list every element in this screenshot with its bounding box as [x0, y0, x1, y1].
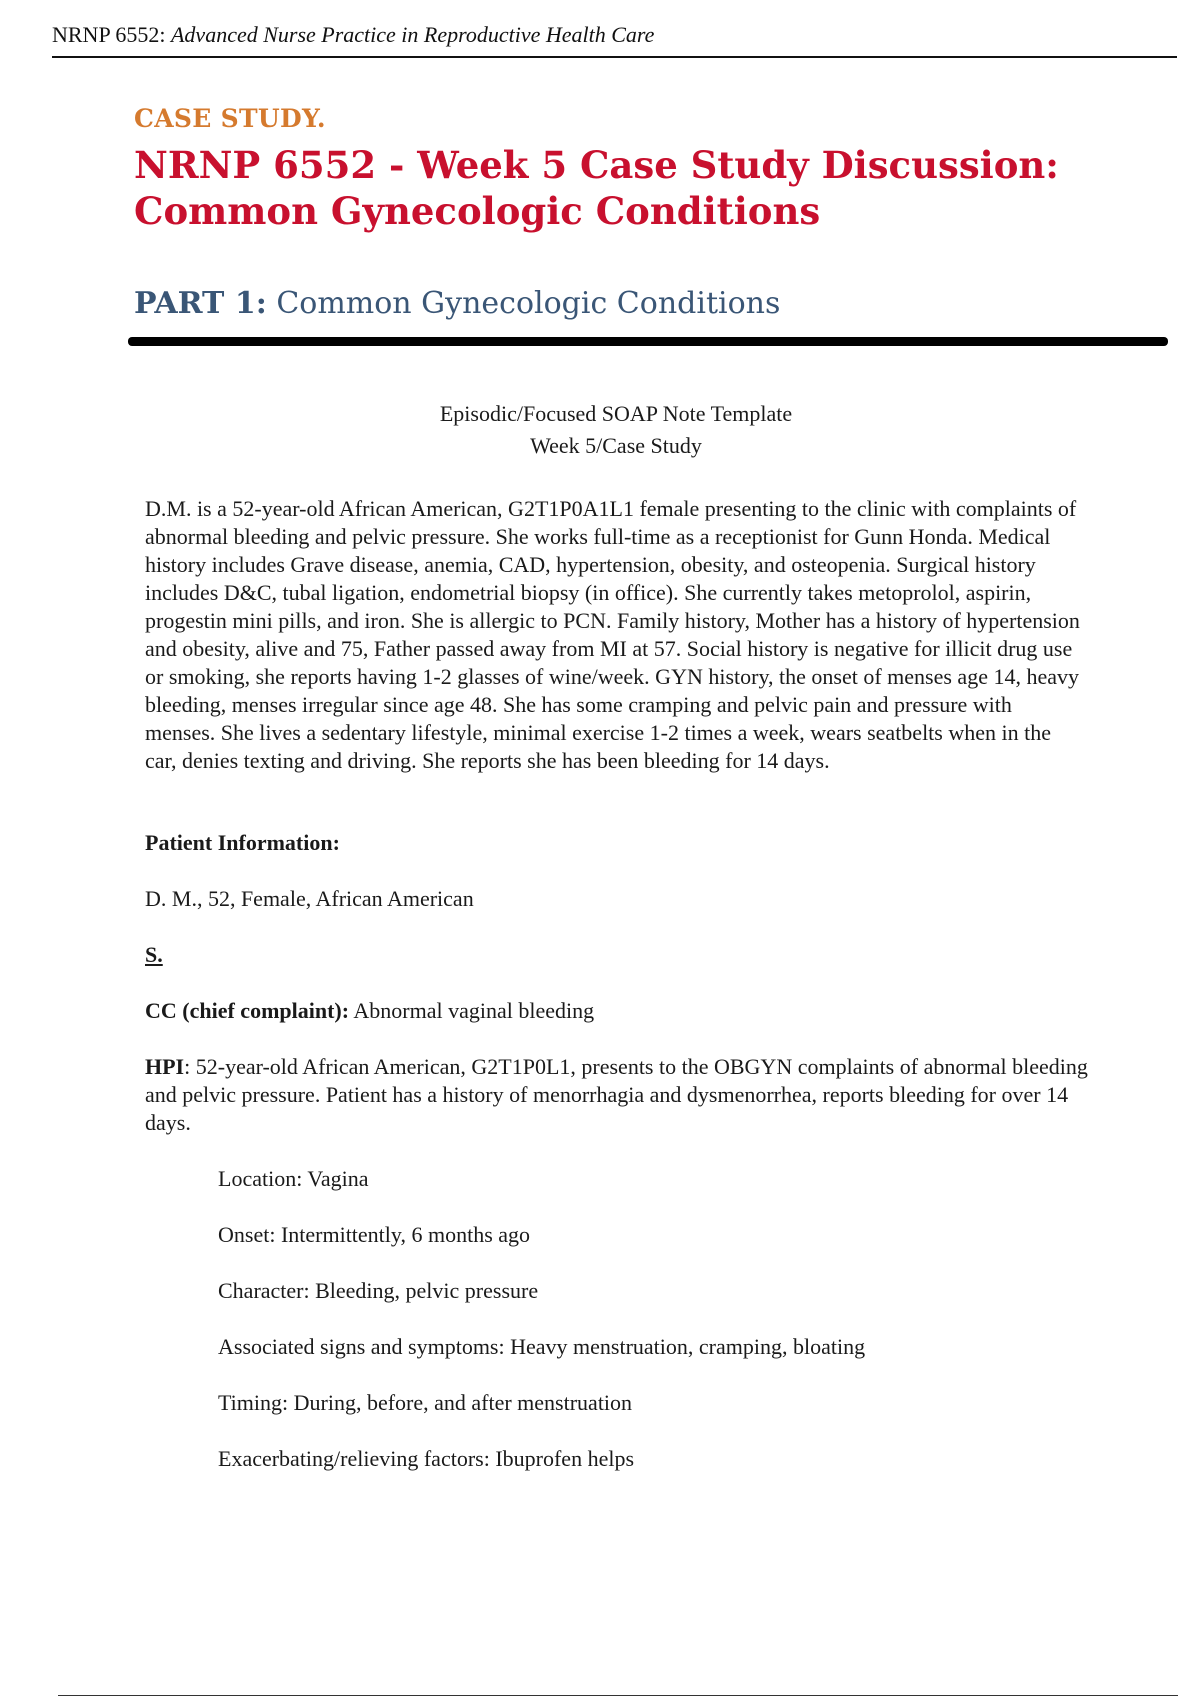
template-title — [0, 398, 1200, 462]
hpi-associated-symptoms: Associated signs and symptoms: Heavy menstruation, cramping, bloating — [218, 1334, 866, 1359]
template-title-line-2: Week 5/Case Study — [530, 433, 702, 458]
running-header — [52, 22, 654, 48]
cc-value: Abnormal vaginal bleeding — [353, 998, 595, 1023]
patient-info-heading: Patient Information: — [145, 830, 340, 855]
hpi-factors: Exacerbating/relieving factors: Ibuprofen helps — [218, 1446, 635, 1471]
chief-complaint — [145, 997, 594, 1025]
hpi-timing: Timing: During, before, and after menstruation — [218, 1390, 633, 1415]
part-label: PART 1: — [134, 286, 267, 321]
document-title — [134, 142, 1134, 234]
cc-label: CC (chief complaint): — [145, 998, 350, 1023]
case-description: D.M. is a 52-year-old African American, G2T1P0A1L1 female presenting to the clinic with complaints of abnormal bleeding and pelvic pressure. She works full-time as a receptionist for Gunn Honda. Medical history includes Grave disease, anemia, CAD, hypertension, obesity, and osteopenia. Surgical history includes D&C, tubal ligation, endometrial biopsy (in office). She currently takes metoprolol, aspirin, progestin mini pills, and iron. She is allergic to PCN. Family history, Mother has a history of hypertension and obesity, alive and 75, Father passed away from MI at 57. Social history is negative for illicit drug use or smoking, she reports having 1-2 glasses of wine/week. GYN history, the onset of menses age 14, heavy bleeding, menses irregular since age 48. She has some cramping and pelvic pain and pressure with menses. She lives a sedentary lifestyle, minimal exercise 1-2 times a week, wears seatbelts when in the car, denies texting and driving. She reports she has been bleeding for 14 days. — [145, 496, 1080, 773]
hpi-character: Character: Bleeding, pelvic pressure — [218, 1278, 539, 1303]
document-title-line-2: Common Gynecologic Conditions — [134, 189, 821, 233]
template-title-line-1: Episodic/Focused SOAP Note Template — [439, 401, 793, 426]
document-title-line-1: NRNP 6552 - Week 5 Case Study Discussion: — [134, 143, 1059, 187]
course-title: Advanced Nurse Practice in Reproductive Health Care — [170, 22, 655, 47]
case-study-kicker: CASE STUDY. — [134, 104, 326, 133]
subjective-heading: S. — [145, 942, 163, 967]
header-rule — [52, 56, 1177, 58]
hpi-label: HPI — [145, 1054, 185, 1079]
part-heading — [134, 286, 780, 321]
part-rule — [128, 337, 1168, 346]
footer-rule — [58, 1695, 1178, 1696]
part-text: Common Gynecologic Conditions — [276, 286, 781, 321]
course-code: NRNP 6552: — [52, 22, 166, 47]
patient-info-value: D. M., 52, Female, African American — [145, 886, 474, 911]
hpi-text: : 52-year-old African American, G2T1P0L1, presents to the OBGYN complaints of abnormal bleeding and pelvic pressure. Patient has a history of menorrhagia and dysmenorrhea, reports bleeding for over 14 days. — [145, 1054, 1088, 1135]
hpi-paragraph — [145, 1053, 1095, 1137]
hpi-onset: Onset: Intermittently, 6 months ago — [218, 1222, 531, 1247]
hpi-location: Location: Vagina — [218, 1166, 369, 1191]
